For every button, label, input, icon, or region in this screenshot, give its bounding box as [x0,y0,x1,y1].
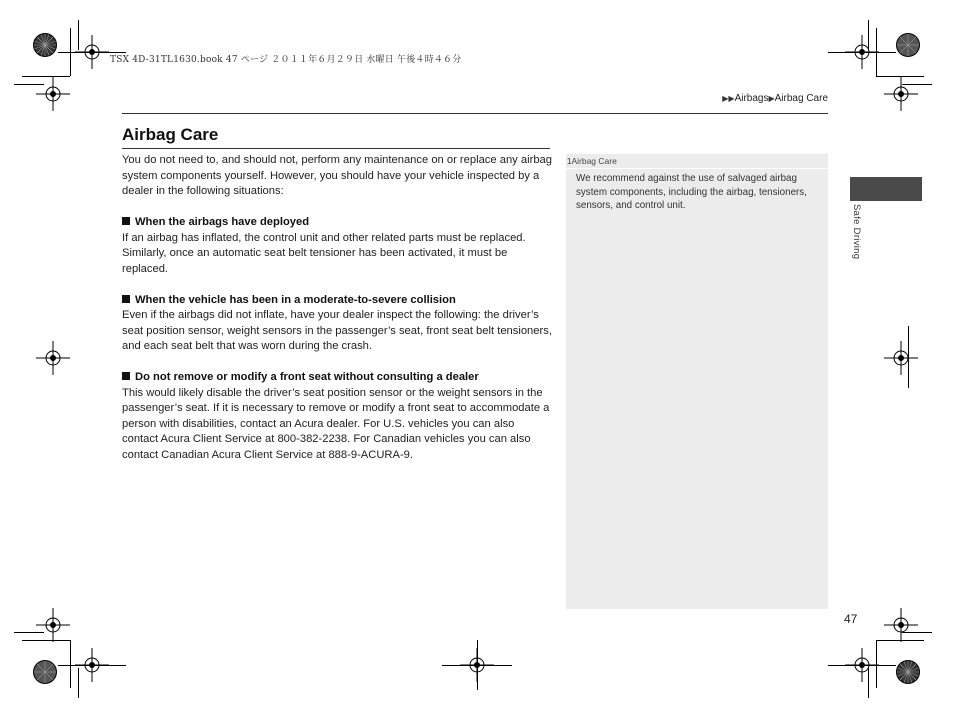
main-content [122,153,552,463]
header-divider [122,113,828,114]
registration-mark-icon [884,341,918,375]
sidebar-note-heading [566,154,828,169]
section-heading-text: Do not remove or modify a front seat without consulting a dealer [135,371,479,383]
breadcrumb [722,93,828,104]
print-info: TSX 4D-31TL1630.book 47 ページ ２０１１年６月２９日 水曜日 午後４時４６分 [110,55,462,65]
section-body: This would likely disable the driver’s seat position sensor or the weight sensors in the passenger’s seat. If it is necessary to remove or modify a front seat to accommodate a person with disabilities, contact an Acura dealer. For U.S. vehicles you can also contact Acura Client Service at 800-382-2238. For Canadian vehicles you can also contact Canadian Acura Client Service at 888-9-ACURA-9. [122,386,550,461]
sidebar-note-title: Airbag Care [571,156,617,166]
registration-mark-icon [884,608,918,642]
crop-line [828,52,896,53]
breadcrumb-current: Airbag Care [774,93,828,104]
star-target-icon [896,33,920,57]
sidebar-note-box [566,154,828,609]
star-target-icon [33,33,57,57]
crop-line [828,665,896,666]
section-heading [122,293,552,309]
page-number: 47 [844,612,858,626]
reference-marker-icon: 1 [567,157,572,166]
breadcrumb-marker: ▶▶ [722,94,735,103]
bullet-square-icon [122,217,130,225]
sidebar-note-text: We recommend against the use of salvaged airbag system components, including the airbag, tensioners, sensors, and control unit. [576,173,807,212]
section-heading-text: When the vehicle has been in a moderate-to-severe collision [135,293,456,306]
breadcrumb-section[interactable]: Airbags [734,93,769,104]
bullet-square-icon [122,372,130,380]
crop-line [477,640,478,690]
section-heading [122,370,552,386]
registration-mark-icon [36,608,70,642]
registration-mark-icon [36,341,70,375]
star-target-icon [33,660,57,684]
crop-line [70,640,71,688]
page-title: Airbag Care [122,125,219,144]
section-heading [122,215,552,231]
intro-paragraph: You do not need to, and should not, perform any maintenance on or replace any airbag system components yourself. However, you should have your vehicle inspected by a dealer in the following situations: [122,154,552,197]
title-divider [122,148,550,149]
breadcrumb-separator: ▶ [768,94,775,103]
bullet-square-icon [122,295,130,303]
chapter-tab[interactable] [850,177,922,201]
section-heading-text: When the airbags have deployed [135,216,310,228]
star-target-icon [896,660,920,684]
chapter-label: Safe Driving [851,204,862,260]
section-body: If an airbag has inflated, the control unit and other related parts must be replaced. Similarly, once an automatic seat belt tensioner has been activated, it must be replaced. [122,231,526,275]
section-body: Even if the airbags did not inflate, have your dealer inspect the following: the driver’s seat position sensor, weight sensors in the passenger’s seat, front seat belt tensioners, and each seat belt that was worn during the crash. [122,309,552,352]
registration-mark-icon [36,77,70,111]
registration-mark-icon [884,77,918,111]
crop-line [58,665,126,666]
